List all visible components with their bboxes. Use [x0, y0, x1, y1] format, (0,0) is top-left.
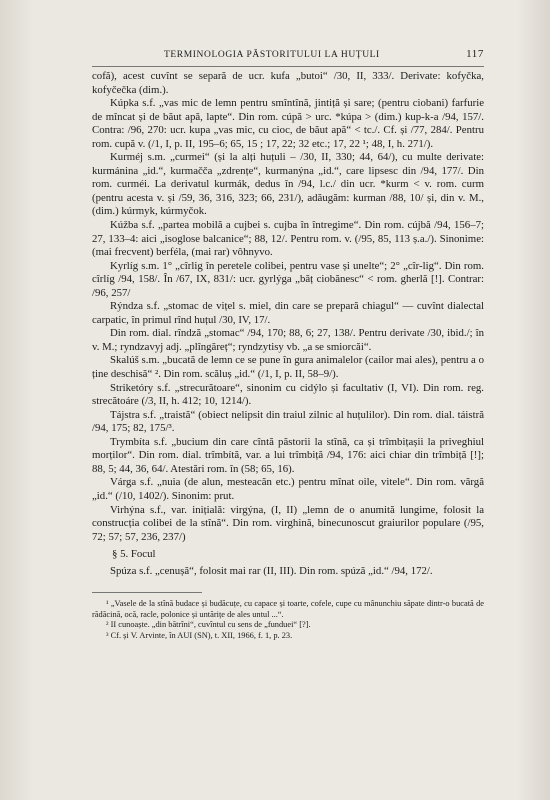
entry-varga: Várga s.f. „nuia (de alun, mesteacăn etc.) pentru mînat oile, vitele“. Din rom. vărgă „id.“ (/10, 1402/). Sinonim: prut.: [92, 476, 484, 502]
entry-ryndza: Rýndza s.f. „stomac de vițel s. miel, din care se prepară chiagul“ — cuvînt dialectal carpatic, în primul rînd huțul /30, IV, 17/.: [92, 300, 484, 326]
entry-tajstra: Tájstra s.f. „traistă“ (obiect nelipsit din traiul zilnic al huțulilor). Din rom. dial. táistră /94, 175; 82, 175/³.: [92, 408, 484, 435]
header-rule: [92, 66, 484, 67]
paragraph-continuation: cofă), acest cuvînt se separă de ucr. kufa „butoi“ /30, II, 333/. Derivate: kofyčka, kofyčečka (dim.).: [92, 70, 484, 96]
entry-skalus: Skalúš s.m. „bucată de lemn ce se pune în gura animalelor (cailor mai ales), pentru a o ține deschisă“ ². Din rom. scăluș „id.“ (/1, I, p. II, 58–9/).: [92, 354, 484, 381]
entry-kyrlig: Kyrlíg s.m. 1° „cîrlig în peretele colibei, pentru vase și unelte“; 2° „cîr-lig“. Din rom. cîrlíg /94, 158/. În /67, IX, 831/: ucr. gyrlýga „băț ciobănesc“ < rom. gherlă [!]. Contrar: /96, 257/: [92, 259, 484, 299]
page-number: 117: [466, 48, 484, 60]
running-title: TERMINOLOGIA PĂSTORITULUI LA HUȚULI: [164, 50, 380, 60]
entry-spuza: Spúza s.f. „cenușă“, folosit mai rar (II, III). Din rom. spúză „id.“ /94, 172/.: [110, 564, 433, 577]
entry-kupka: Kúpka s.f. „vas mic de lemn pentru smîntînă, jintiță și sare; (pentru ciobani) farfurie de mîncat și de băut apă, lapte“. Din rom. cúpă > urc. *kúpa > (dim.) kup-k-a /94, 157/. Contra: /96, 270: ucr. kupa „vas mic, cu cioc, de băut apă“ < tc./. Cf. și /77, 284/. Pentru rom. cupă v. (/1, I, p. II, 195–6; 65, 15 ; 17, 22; 32 etc.; 17, 22 ¹; 48, I, h. 271/).: [92, 97, 484, 150]
footnote-1: ¹ „Vasele de la stînă budace și budăcuțe, cu capace și toarte, cofele, cupe cu mânunchiu săpate dintr-o bucată de rădăcină, ocă, racle, polonice și untărițe de ales untul ...“.: [92, 599, 484, 619]
page-header: [92, 48, 484, 64]
section-heading: § 5. Focul: [112, 548, 156, 561]
footnote-2: ² II cunoaște. „din bătrîni“, cuvîntul cu sens de „funduei“ [?].: [106, 620, 311, 630]
page-body: [92, 70, 484, 642]
entry-kuzba: Kúžba s.f. „partea mobilă a cujbei s. cujba în întregime“. Din rom. cújbă /94, 156–7; 27, 133–4: aici „isoglose balcanice“; 88, 12/. Pentru rom. v. (/95, 85, 113 ș.a./). Sinonime: (mai frecvent) berféla, (mai rar) vôhnyvo.: [92, 219, 484, 259]
footnote-rule: [92, 592, 202, 593]
entry-kurmej: Kurméj s.m. „curmei“ (și la alți huțuli – /30, II, 330; 44, 64/), cu multe derivate: kurmánina „id.“, kurmačča „zdrențe“, kurmanýna „id.“, care lipsesc din /94, 177/. Din rom. curméi. La derivatul kurmák, dedus în /94, l.c./ din ucr. *kurm < v. rom. curm (pentru acesta v. și /59, 36, 316, 323; 66, 231/), adăugăm: kurman /88, 10/ și, din v. M., (dim.) kúrmyk, kúrmyčok.: [92, 151, 484, 218]
entry-trymbita: Trymbíta s.f. „bucium din care cîntă păstorii la stînă, ca și trîmbițașii la priveghiul morților“. Din rom. dial. trîmbítă, var. a lui trîmbiță /94, 176: aici chiar din trîmbiță [!]; 88, 5; 44, 36, 64/. Atestări rom. în (58; 65, 16).: [92, 435, 484, 475]
entry-ryndza-derivation: Din rom. dial. rîndză „stomac“ /94, 170; 88, 6; 27, 138/. Pentru derivate /30, ibid./; în v. M.; ryndzavyj adj. „plîngăreț“; ryndzytisy vb. „a se smiorcăi“.: [92, 327, 484, 353]
footnote-3: ³ Cf. și V. Arvinte, în AUI (SN), t. XII, 1966, f. 1, p. 23.: [106, 631, 293, 641]
entry-virhyna: Virhýna s.f., var. inițială: virgýna, (I, II) „lemn de o anumită lungime, folosit la construcția colibei de la stînă“. Din rom. virghină, binecunoscut graiurilor populare (/95, 72; 57; 57, 236, 237/): [92, 503, 484, 543]
entry-striketory: Striketóry s.f. „strecurătoare“, sinonim cu cidýlo și facultativ (I, VI). Din rom. reg. strecătoáre (/3, II, h. 412; 10, 1214/).: [92, 381, 484, 408]
